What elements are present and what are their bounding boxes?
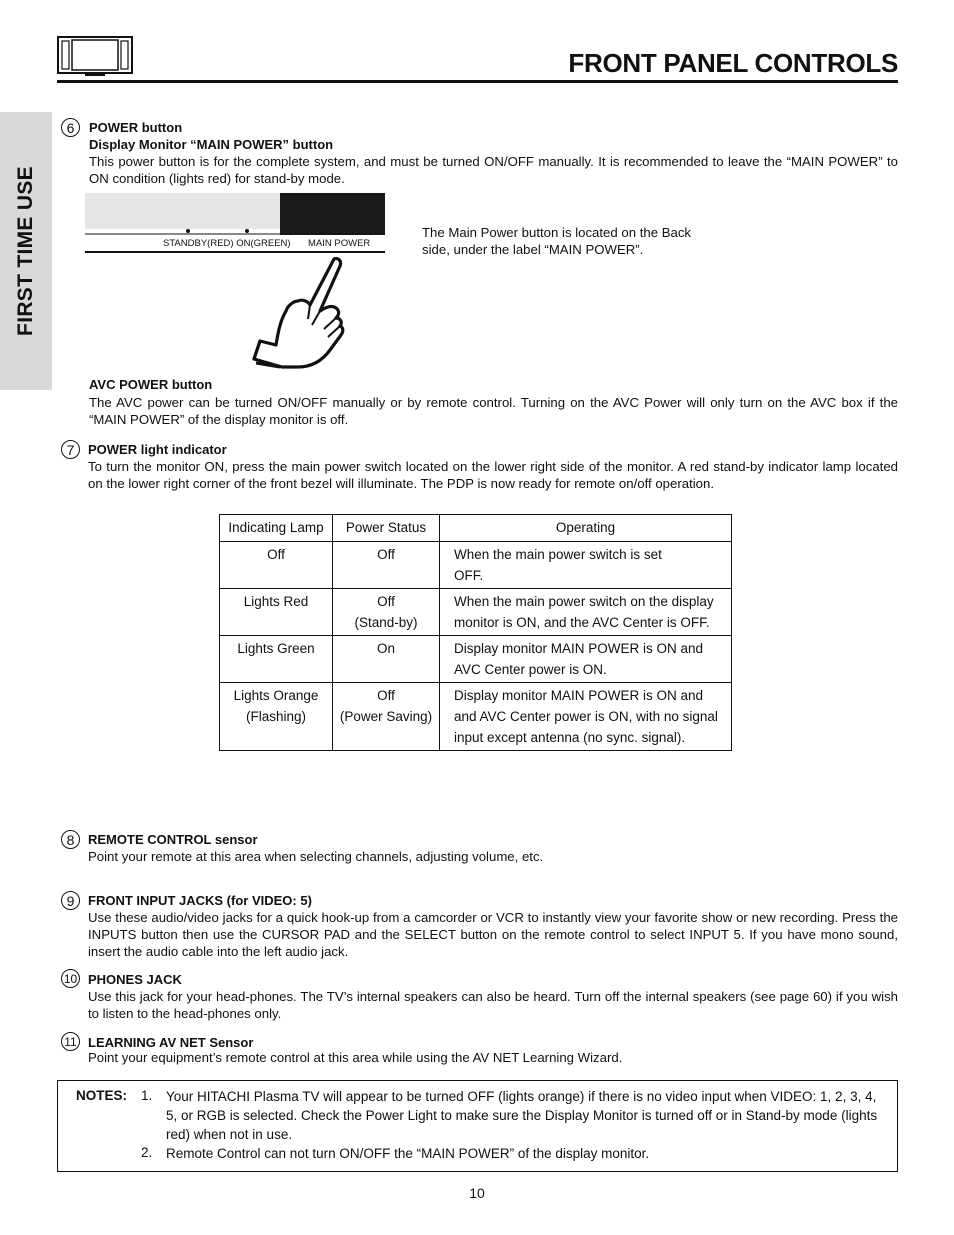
table-cell: (Power Saving) bbox=[339, 709, 433, 724]
note-text: Remote Control can not turn ON/OFF the “MAIN POWER” of the display monitor. bbox=[166, 1146, 650, 1161]
table-cell: Lights Green bbox=[237, 641, 315, 656]
section-body: This power button is for the complete system, and must be turned ON/OFF manually. It is recommended to leave the “MAIN POWER” to ON condition (lights red) for stand-by mode. bbox=[89, 154, 898, 186]
table-cell: On bbox=[376, 641, 395, 656]
item-number-6: 6 bbox=[61, 118, 80, 137]
avc-heading: AVC POWER button bbox=[89, 377, 213, 392]
table-row bbox=[220, 589, 732, 636]
section-body: Point your equipment’s remote control at this area while using the AV NET Learning Wizard. bbox=[88, 1050, 623, 1065]
item-number-9: 9 bbox=[61, 891, 80, 910]
item-number-10: 10 bbox=[61, 969, 80, 988]
table-cell: OFF. bbox=[454, 568, 484, 583]
pointing-hand-icon bbox=[250, 255, 365, 385]
power-status-table bbox=[219, 514, 732, 751]
tv-icon bbox=[57, 36, 133, 83]
panel-label-indicators: STANDBY(RED) ON(GREEN) bbox=[163, 238, 291, 249]
table-cell: Off bbox=[377, 547, 395, 562]
table-cell: Display monitor MAIN POWER is ON and bbox=[454, 641, 704, 656]
panel-label-main-power: MAIN POWER bbox=[308, 238, 371, 249]
column-header: Power Status bbox=[333, 515, 440, 542]
table-cell: Off bbox=[377, 688, 395, 703]
table-cell: AVC Center power is ON. bbox=[454, 662, 607, 677]
avc-body: The AVC power can be turned ON/OFF manually or by remote control. Turning on the AVC Power will only turn on the AVC box if the “MAIN POWER” of the display monitor is off. bbox=[89, 395, 898, 427]
side-tab-label: FIRST TIME USE bbox=[14, 166, 37, 336]
section-heading: PHONES JACK bbox=[88, 972, 182, 987]
section-heading: LEARNING AV NET Sensor bbox=[88, 1035, 254, 1050]
header-rule bbox=[57, 80, 898, 83]
item-number-11: 11 bbox=[61, 1032, 80, 1051]
table-row bbox=[220, 636, 732, 683]
table-cell: (Stand-by) bbox=[354, 615, 418, 630]
table-cell: input except antenna (no sync. signal). bbox=[454, 730, 686, 745]
section-body: Use these audio/video jacks for a quick hook-up from a camcorder or VCR to instantly view your favorite show or new recording. Press the INPUTS button then use the CURSOR PAD and the SELECT button on the remote control to select INPUT 5. If you have mono sound, insert the audio cable into the left audio jack. bbox=[88, 910, 898, 959]
section-heading: REMOTE CONTROL sensor bbox=[88, 832, 258, 847]
section-body: Use this jack for your head-phones. The TV’s internal speakers can also be heard. Turn off the internal speakers (see page 60) if you wish to listen to the head-phones only. bbox=[88, 989, 898, 1021]
section-heading: POWER light indicator bbox=[88, 442, 227, 457]
table-row bbox=[220, 683, 732, 751]
table-cell: (Flashing) bbox=[245, 709, 307, 724]
column-header: Operating bbox=[440, 515, 732, 542]
table-cell: Off bbox=[267, 547, 285, 562]
section-heading: POWER button bbox=[89, 120, 183, 135]
section-body: Point your remote at this area when selecting channels, adjusting volume, etc. bbox=[88, 849, 544, 864]
note-number: 2. bbox=[141, 1145, 153, 1160]
table-header-row bbox=[220, 515, 732, 542]
note-text: Your HITACHI Plasma TV will appear to be turned OFF (lights orange) if there is no video input when VIDEO: 1, 2, 3, 4, 5, or RGB is selected. Check the Power Light to make sure the Display Monitor is turned off or in Stand-by mode (lights red) when not in use. bbox=[166, 1089, 878, 1142]
table-cell: When the main power switch is set bbox=[454, 547, 662, 562]
notes-box bbox=[57, 1080, 898, 1172]
page-title: FRONT PANEL CONTROLS bbox=[568, 48, 898, 78]
table-cell: Display monitor MAIN POWER is ON and bbox=[454, 688, 704, 703]
table-cell: Lights Red bbox=[243, 594, 309, 609]
section-heading: FRONT INPUT JACKS (for VIDEO: 5) bbox=[88, 893, 312, 908]
table-cell: and AVC Center power is ON, with no signal bbox=[454, 709, 718, 724]
table-cell: monitor is ON, and the AVC Center is OFF. bbox=[454, 615, 710, 630]
section-subheading: Display Monitor “MAIN POWER” button bbox=[89, 137, 334, 152]
table-cell: Off bbox=[377, 594, 395, 609]
column-header: Indicating Lamp bbox=[220, 515, 333, 542]
item-number-7: 7 bbox=[61, 440, 80, 459]
item-number-8: 8 bbox=[61, 830, 80, 849]
page-number: 10 bbox=[469, 1185, 485, 1201]
note-number: 1. bbox=[141, 1088, 153, 1103]
panel-caption: The Main Power button is located on the Back side, under the label “MAIN POWER”. bbox=[422, 225, 692, 257]
notes-label: NOTES: bbox=[76, 1088, 128, 1103]
table-cell: Lights Orange bbox=[233, 688, 319, 703]
section-body: To turn the monitor ON, press the main power switch located on the lower right side of the monitor. A red stand-by indicator lamp located on the lower right corner of the front bezel will illuminate. The PDP is now ready for remote on/off operation. bbox=[88, 459, 898, 491]
table-row bbox=[220, 542, 732, 589]
table-cell: When the main power switch on the display bbox=[454, 594, 714, 609]
